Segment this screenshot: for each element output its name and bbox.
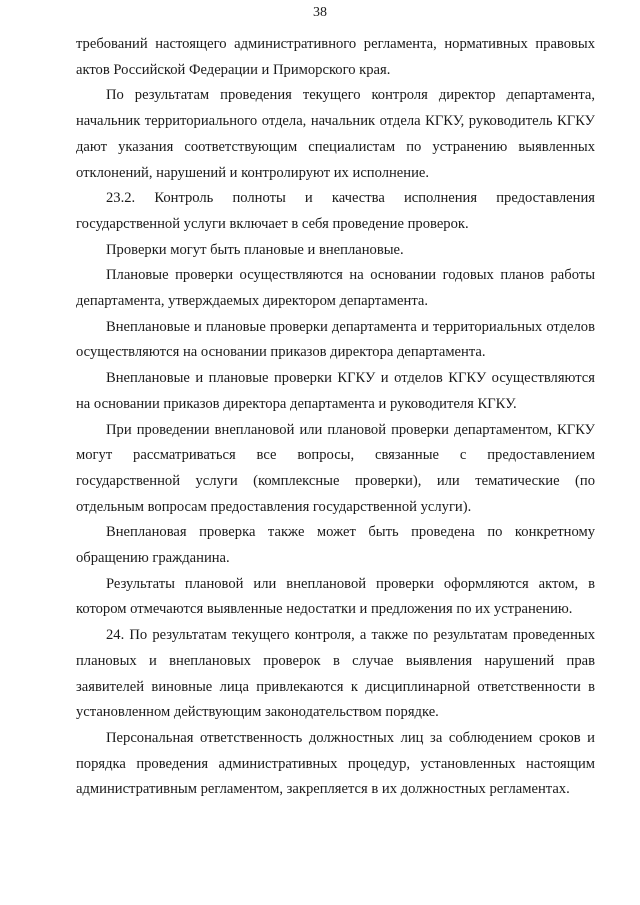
paragraph-clause-23-2: 23.2. Контроль полноты и качества исполнения предоставления государственной услуги включает в себя проведение проверок. <box>76 190 595 232</box>
paragraph: Проверки могут быть плановые и внеплановые. <box>106 241 404 258</box>
paragraph: Внеплановые и плановые проверки КГКУ и отделов КГКУ осуществляются на основании приказов директора департамента и руководителя КГКУ. <box>76 370 595 412</box>
paragraph: Внеплановые и плановые проверки департамента и территориальных отделов осуществляются на основании приказов директора департамента. <box>76 318 595 361</box>
page-number: 38 <box>313 5 327 20</box>
paragraph: Результаты плановой или внеплановой проверки оформляются актом, в котором отмечаются выявленные недостатки и предложения по их устранению. <box>76 575 595 618</box>
paragraph-continuation: требований настоящего административного регламента, нормативных правовых актов Российской Федерации и Приморского края. <box>76 36 595 78</box>
paragraph: По результатам проведения текущего контроля директор департамента, начальник территориального отдела, начальник отдела КГКУ, руководитель КГКУ дают указания соответствующим специалистам по устранению выявленных отклонений, нарушений и контролируют их исполнение. <box>76 87 595 181</box>
paragraph: Персональная ответственность должностных лиц за соблюдением сроков и порядка проведения административных процедур, установленных настоящим административным регламентом, закрепляется в их должностных регламентах. <box>76 729 595 798</box>
document-body <box>76 32 595 803</box>
paragraph: Плановые проверки осуществляются на основании годовых планов работы департамента, утверждаемых директором департамента. <box>76 267 595 310</box>
paragraph: Внеплановая проверка также может быть проведена по конкретному обращению гражданина. <box>76 524 595 567</box>
paragraph-clause-24: 24. По результатам текущего контроля, а также по результатам проведенных плановых и внеплановых проверок в случае выявления нарушений прав заявителей виновные лица привлекаются к дисциплинарной ответственности в установленном действующим законодательством порядке. <box>76 627 595 721</box>
paragraph: При проведении внеплановой или плановой проверки департаментом, КГКУ могут рассматриваться все вопросы, связанные с предоставлением государственной услуги (комплексные проверки), или тематические (по отдельным вопросам предоставления государственной услуги). <box>76 421 595 515</box>
